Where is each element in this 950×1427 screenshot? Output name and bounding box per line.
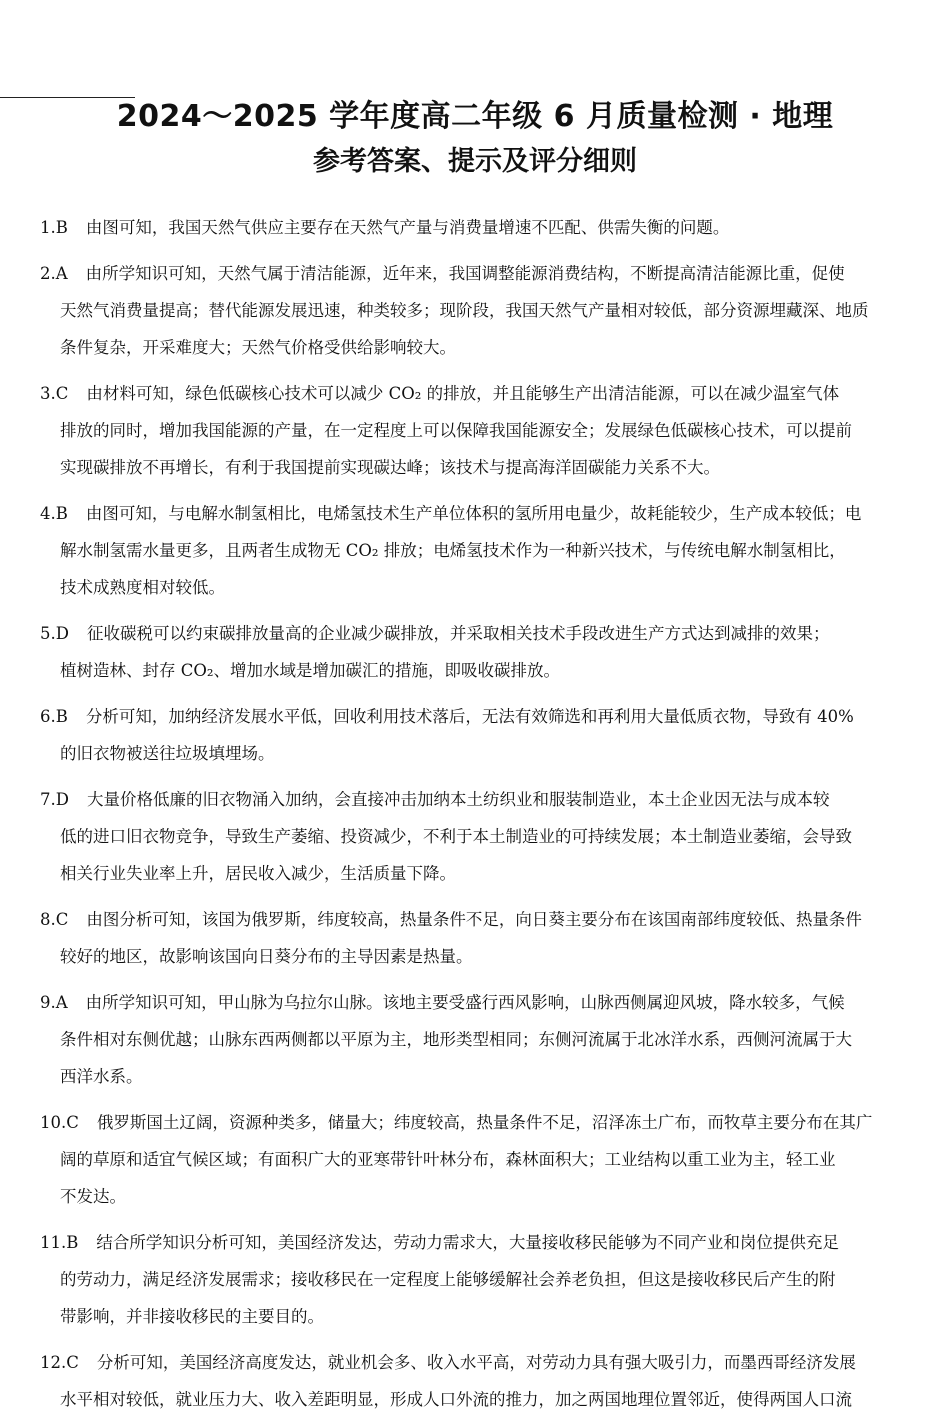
answer-continuation-line <box>40 855 914 892</box>
explanation-text: 天然气消费量提高；替代能源发展迅速，种类较多；现阶段，我国天然气产量相对较低，部分资源埋藏深、地质 <box>60 301 869 320</box>
answer-continuation-line <box>40 938 914 975</box>
answer-item <box>40 255 914 366</box>
question-number: 12. <box>40 1353 67 1372</box>
answer-choice: C <box>66 1353 79 1372</box>
answer-choice: A <box>55 264 68 283</box>
explanation-text: 由图可知，我国天然气供应主要存在天然气产量与消费量增速不匹配、供需失衡的问题。 <box>85 218 730 237</box>
answer-choice: C <box>55 384 69 403</box>
explanation-text: 较好的地区，故影响该国向日葵分布的主导因素是热量。 <box>60 947 473 966</box>
answer-first-line <box>40 698 914 735</box>
answer-item <box>40 1224 914 1335</box>
explanation-text: 相关行业失业率上升，居民收入减少，生活质量下降。 <box>60 864 456 883</box>
answer-item <box>40 1104 914 1215</box>
answer-item <box>40 375 914 486</box>
explanation-text: 排放的同时，增加我国能源的产量，在一定程度上可以保障我国能源安全；发展绿色低碳核心技术，可以提前 <box>60 421 852 440</box>
explanation-text: 实现碳排放不再增长，有利于我国提前实现碳达峰；该技术与提高海洋固碳能力关系不大。 <box>60 458 720 477</box>
question-number: 3. <box>40 384 56 403</box>
answer-list <box>40 209 914 1427</box>
question-number: 11. <box>40 1233 67 1252</box>
explanation-text: 分析可知，美国经济高度发达，就业机会多、收入水平高，对劳动力具有强大吸引力，而墨西哥经济发展 <box>96 1353 856 1372</box>
answer-first-line <box>40 1104 914 1141</box>
question-number: 10. <box>40 1113 67 1132</box>
answer-choice: D <box>55 790 69 809</box>
answer-continuation-line <box>40 1261 914 1298</box>
answer-continuation-line <box>40 1381 914 1418</box>
answer-first-line <box>40 984 914 1021</box>
explanation-text: 由所学知识可知，甲山脉为乌拉尔山脉。该地主要受盛行西风影响，山脉西侧属迎风坡，降水较多，气候 <box>85 993 845 1012</box>
answer-continuation-line <box>40 412 914 449</box>
answer-first-line <box>40 615 914 652</box>
explanation-text: 解水制氢需水量更多，且两者生成物无 CO₂ 排放；电烯氢技术作为一种新兴技术，与传统电解水制氢相比， <box>60 541 846 560</box>
explanation-text: 的劳动力，满足经济发展需求；接收移民在一定程度上能够缓解社会养老负担，但这是接收移民后产生的附 <box>60 1270 836 1289</box>
answer-continuation-line <box>40 1021 914 1058</box>
answer-item <box>40 901 914 975</box>
explanation-text: 水平相对较低，就业压力大、收入差距明显，形成人口外流的推力，加之两国地理位置邻近，使得两国人口流 <box>60 1390 852 1409</box>
answer-first-line <box>40 495 914 532</box>
explanation-text: 植树造林、封存 CO₂、增加水域是增加碳汇的措施，即吸收碳排放。 <box>60 661 561 680</box>
explanation-text: 阔的草原和适宜气候区域；有面积广大的亚寒带针叶林分布，森林面积大；工业结构以重工业为主，轻工业 <box>60 1150 836 1169</box>
answer-continuation-line <box>40 1141 914 1178</box>
answer-item <box>40 781 914 892</box>
answer-choice: B <box>55 707 68 726</box>
question-number: 7. <box>40 790 56 809</box>
answer-choice: C <box>66 1113 79 1132</box>
explanation-text: 低的进口旧衣物竞争，导致生产萎缩、投资减少，不利于本土制造业的可持续发展；本土制造业萎缩，会导致 <box>60 827 852 846</box>
question-number: 2. <box>40 264 56 283</box>
answer-item <box>40 984 914 1095</box>
answer-first-line <box>40 781 914 818</box>
answer-item <box>40 495 914 606</box>
answer-item <box>40 209 914 246</box>
explanation-text: 由图分析可知，该国为俄罗斯，纬度较高，热量条件不足，向日葵主要分布在该国南部纬度较低、热量条件 <box>86 910 862 929</box>
explanation-text: 结合所学知识分析可知，美国经济发达，劳动力需求大，大量接收移民能够为不同产业和岗位提供充足 <box>96 1233 839 1252</box>
question-number: 8. <box>40 910 56 929</box>
answer-continuation-line <box>40 329 914 366</box>
explanation-text: 不发达。 <box>60 1187 126 1206</box>
question-number: 5. <box>40 624 56 643</box>
answer-item <box>40 615 914 689</box>
explanation-text: 带影响，并非接收移民的主要目的。 <box>60 1307 324 1326</box>
explanation-text: 技术成熟度相对较低。 <box>60 578 225 597</box>
answer-choice: B <box>66 1233 79 1252</box>
answer-continuation-line <box>40 569 914 606</box>
answer-item <box>40 1344 914 1418</box>
explanation-text: 由材料可知，绿色低碳核心技术可以减少 CO₂ 的排放，并且能够生产出清洁能源，可以在减少温室气体 <box>86 384 840 403</box>
answer-first-line <box>40 901 914 938</box>
page-subtitle: 参考答案、提示及评分细则 <box>313 146 637 177</box>
answer-first-line <box>40 255 914 292</box>
answer-continuation-line <box>40 532 914 569</box>
answer-choice: D <box>55 624 69 643</box>
question-number: 4. <box>40 504 56 523</box>
explanation-text: 征收碳税可以约束碳排放量高的企业减少碳排放，并采取相关技术手段改进生产方式达到减排的效果； <box>86 624 830 643</box>
answer-first-line <box>40 209 914 246</box>
explanation-text: 的旧衣物被送往垃圾填埋场。 <box>60 744 275 763</box>
answer-choice: B <box>55 218 68 237</box>
answer-choice: A <box>55 993 68 1012</box>
explanation-text: 分析可知，加纳经济发展水平低，回收利用技术落后，无法有效筛选和再利用大量低质衣物，导致有 40% <box>85 707 854 726</box>
answer-continuation-line <box>40 818 914 855</box>
question-number: 6. <box>40 707 56 726</box>
answer-continuation-line <box>40 1298 914 1335</box>
answer-first-line <box>40 1224 914 1261</box>
explanation-text: 俄罗斯国土辽阔，资源种类多，储量大；纬度较高，热量条件不足，沼泽冻土广布，而牧草主要分布在其广 <box>96 1113 873 1132</box>
answer-continuation-line <box>40 1058 914 1095</box>
question-number: 9. <box>40 993 56 1012</box>
answer-continuation-line <box>40 449 914 486</box>
answer-choice: C <box>55 910 69 929</box>
answer-first-line <box>40 375 914 412</box>
explanation-text: 条件复杂，开采难度大；天然气价格受供给影响较大。 <box>60 338 456 357</box>
answer-continuation-line <box>40 735 914 772</box>
explanation-text: 由所学知识可知，天然气属于清洁能源，近年来，我国调整能源消费结构，不断提高清洁能源比重，促使 <box>85 264 845 283</box>
answer-continuation-line <box>40 1178 914 1215</box>
explanation-text: 西洋水系。 <box>60 1067 143 1086</box>
page-title: 2024～2025 学年度高二年级 6 月质量检测 · 地理 <box>116 99 834 134</box>
explanation-text: 由图可知，与电解水制氢相比，电烯氢技术生产单位体积的氢所用电量少，故耗能较少，生产成本较低；电 <box>85 504 862 523</box>
answer-item <box>40 698 914 772</box>
answer-continuation-line <box>40 292 914 329</box>
question-number: 1. <box>40 218 56 237</box>
explanation-text: 条件相对东侧优越；山脉东西两侧都以平原为主，地形类型相同；东侧河流属于北冰洋水系，西侧河流属于大 <box>60 1030 852 1049</box>
explanation-text: 大量价格低廉的旧衣物涌入加纳，会直接冲击加纳本土纺织业和服装制造业，本土企业因无法与成本较 <box>86 790 830 809</box>
answer-choice: B <box>55 504 68 523</box>
answer-continuation-line <box>40 652 914 689</box>
